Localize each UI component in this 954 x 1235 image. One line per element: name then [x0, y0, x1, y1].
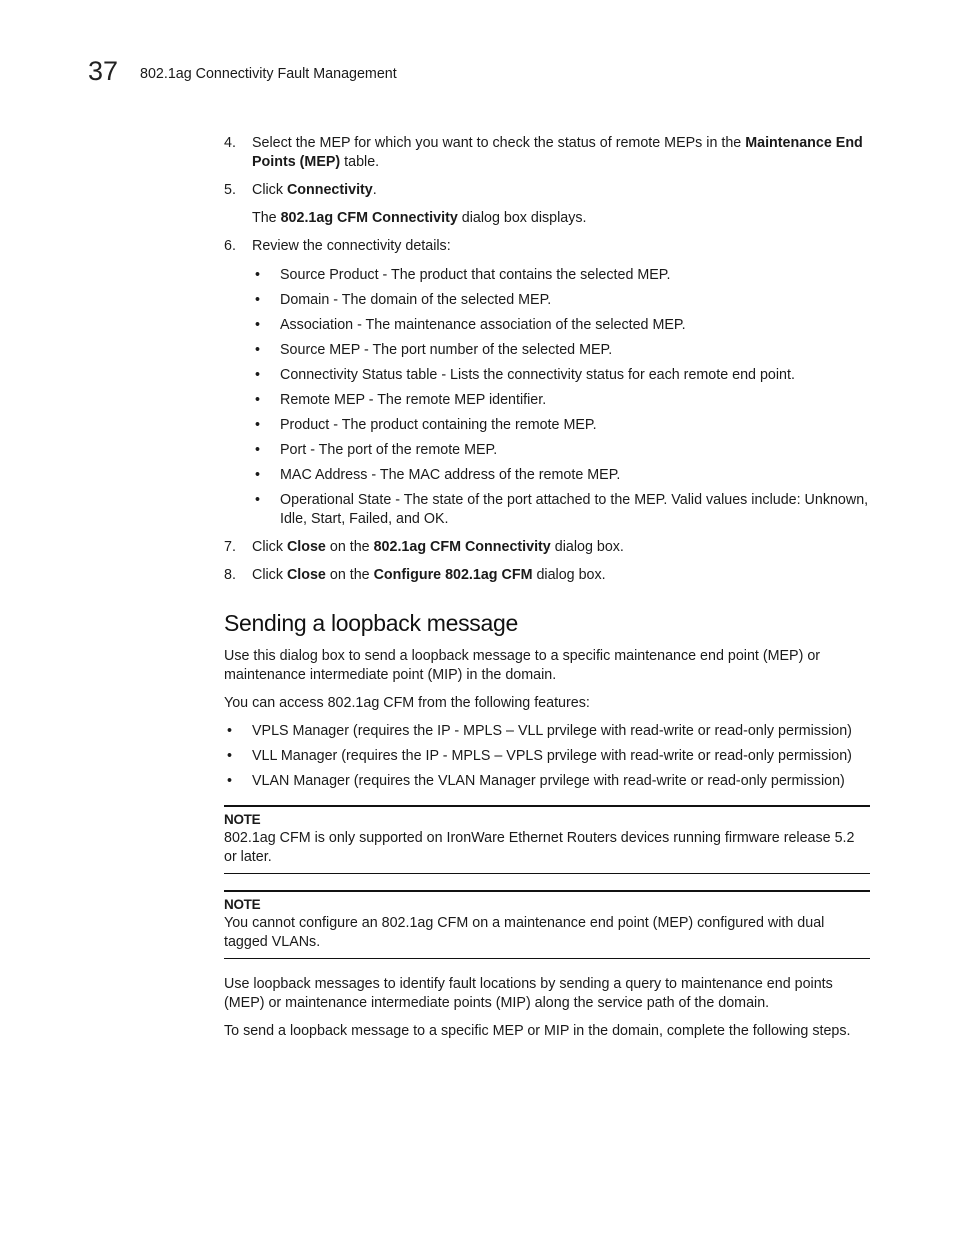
step-text: dialog box.	[532, 567, 606, 583]
body-paragraph: Use loopback messages to identify fault locations by sending a query to maintenance end points (MEP) or maintenance intermediate points (MIP) along the service path of the domain.	[224, 976, 833, 1011]
list-item: • VLL Manager (requires the IP - MPLS – VPLS prvilege with read-write or read-only permission)	[224, 747, 870, 766]
step-text: The	[252, 210, 281, 226]
step-text: Select the MEP for which you want to check the status of remote MEPs in the	[252, 135, 746, 151]
features-list	[224, 722, 870, 791]
chapter-number: 37	[88, 56, 119, 86]
list-item: • Product - The product containing the remote MEP.	[252, 416, 870, 435]
ui-term: 802.1ag CFM Connectivity	[280, 210, 458, 226]
step-text: Click	[252, 567, 287, 583]
step-result	[252, 209, 870, 228]
step-number: 7.	[224, 539, 236, 555]
ui-term: Maintenance End Points (MEP)	[252, 135, 863, 170]
step-text: dialog box displays.	[457, 210, 587, 226]
list-item: • VLAN Manager (requires the VLAN Manager prvilege with read-write or read-only permission)	[224, 772, 870, 791]
ui-term: Configure 802.1ag CFM	[373, 567, 533, 583]
body-paragraph: To send a loopback message to a specific MEP or MIP in the domain, complete the following steps.	[224, 1023, 851, 1039]
list-item: • Source Product - The product that contains the selected MEP.	[252, 266, 870, 285]
list-item: • MAC Address - The MAC address of the remote MEP.	[252, 466, 870, 485]
list-item: • Association - The maintenance association of the selected MEP.	[252, 316, 870, 335]
step-text: on the	[325, 567, 374, 583]
connectivity-details-list	[252, 266, 870, 529]
list-item: • Port - The port of the remote MEP.	[252, 441, 870, 460]
list-item: • Domain - The domain of the selected MEP.	[252, 291, 870, 310]
access-paragraph: You can access 802.1ag CFM from the following features:	[224, 695, 590, 711]
step-text: dialog box.	[550, 539, 624, 555]
list-item: • VPLS Manager (requires the IP - MPLS – VLL prvilege with read-write or read-only permission)	[224, 722, 870, 741]
list-item: • Operational State - The state of the port attached to the MEP. Valid values include: Unknown, Idle, Start, Failed, and OK.	[252, 491, 870, 529]
step-text: Click	[252, 182, 287, 198]
step-4	[224, 134, 870, 172]
note-label: NOTE	[224, 897, 261, 912]
step-number: 5.	[224, 182, 236, 198]
list-item: • Source MEP - The port number of the selected MEP.	[252, 341, 870, 360]
list-item: • Connectivity Status table - Lists the connectivity status for each remote end point.	[252, 366, 870, 385]
step-5	[224, 181, 870, 228]
note-box	[224, 805, 870, 874]
note-text: 802.1ag CFM is only supported on IronWare Ethernet Routers devices running firmware release 5.2 or later.	[224, 830, 855, 865]
step-7	[224, 538, 870, 557]
note-box	[224, 890, 870, 959]
step-8	[224, 566, 870, 585]
page-content	[224, 134, 870, 1050]
step-text: .	[372, 182, 377, 198]
ui-term: Connectivity	[286, 182, 373, 198]
chapter-title: 802.1ag Connectivity Fault Management	[140, 66, 397, 82]
section-heading: Sending a loopback message	[224, 610, 518, 636]
section-intro: Use this dialog box to send a loopback message to a specific maintenance end point (MEP) or maintenance intermediate point (MIP) in the domain.	[224, 648, 821, 683]
step-number: 6.	[224, 238, 236, 254]
step-text: Click	[252, 539, 287, 555]
list-item: • Remote MEP - The remote MEP identifier.	[252, 391, 870, 410]
ui-term: 802.1ag CFM Connectivity	[373, 539, 551, 555]
step-number: 8.	[224, 567, 236, 583]
steps-list	[224, 134, 870, 585]
step-text: Review the connectivity details:	[252, 238, 451, 254]
step-number: 4.	[224, 135, 236, 151]
step-6	[224, 237, 870, 529]
step-text: on the	[325, 539, 374, 555]
ui-term: Close	[286, 567, 326, 583]
note-text: You cannot configure an 802.1ag CFM on a maintenance end point (MEP) configured with dual tagged VLANs.	[224, 915, 825, 950]
note-label: NOTE	[224, 812, 261, 827]
step-text: table.	[340, 154, 380, 170]
ui-term: Close	[286, 539, 326, 555]
